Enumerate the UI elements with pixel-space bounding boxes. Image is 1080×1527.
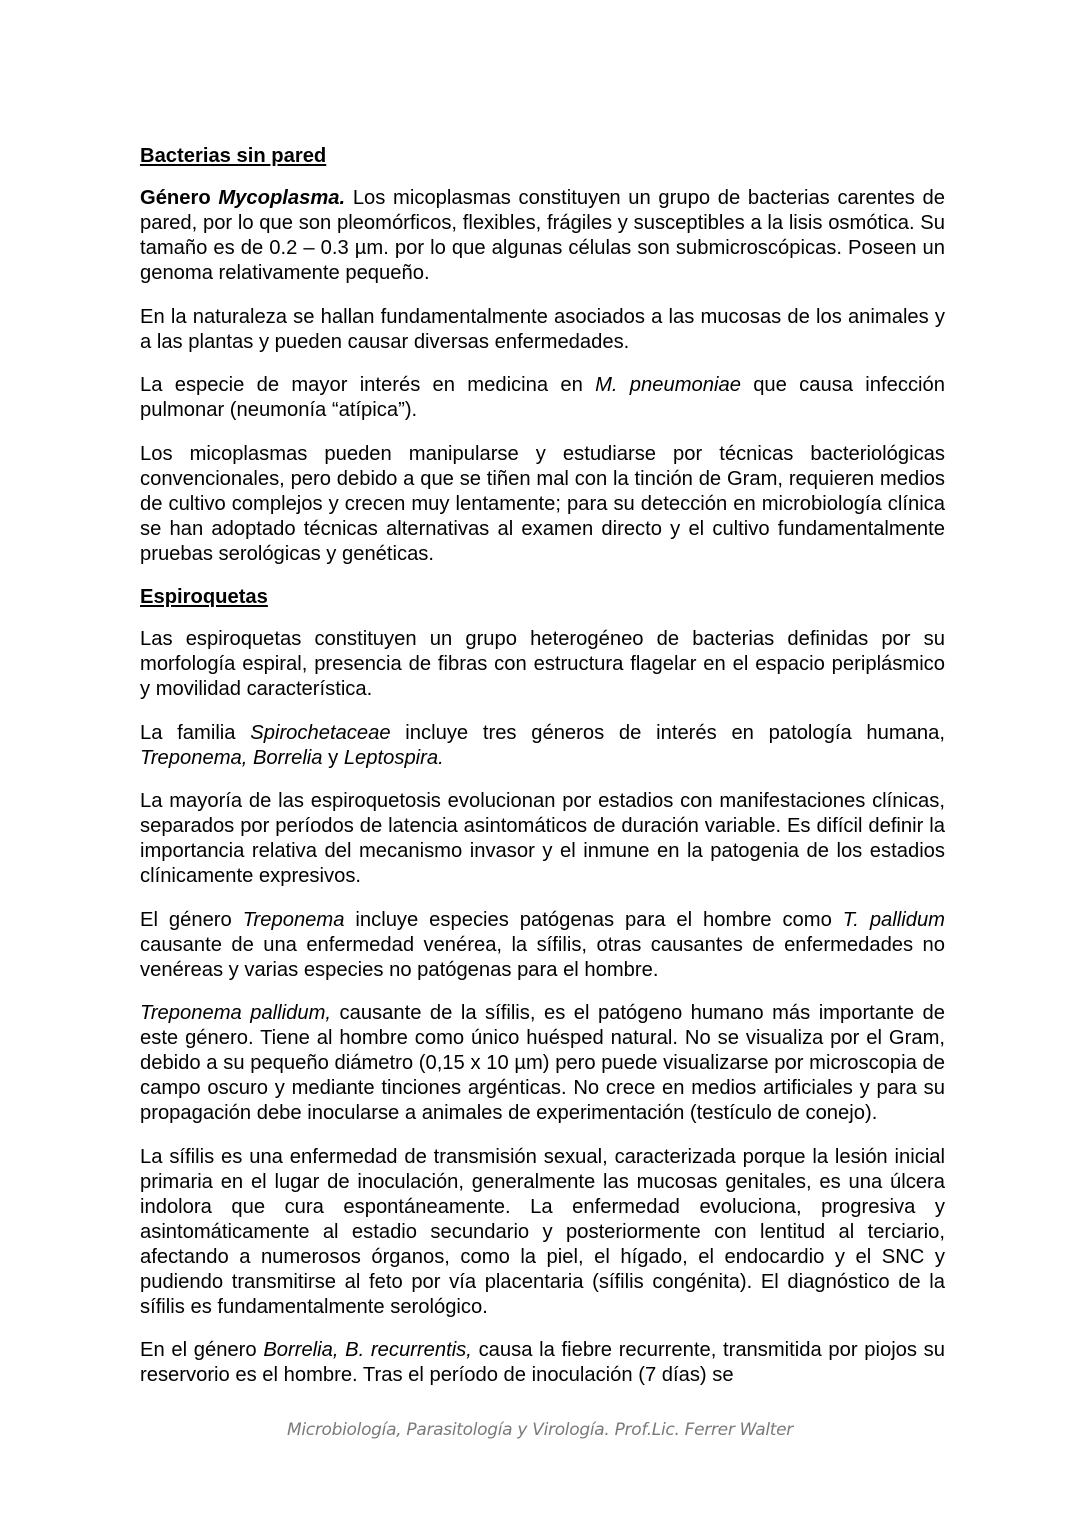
paragraph-spirochetaceae: La familia Spirochetaceae incluye tres géneros de interés en patología humana, Treponema, Borrelia y Leptospira. xyxy=(140,721,945,769)
heading-bacterias-sin-pared: Bacterias sin pared xyxy=(140,145,327,167)
genus-treponema: Treponema xyxy=(242,908,345,931)
genus-leptospira: Leptospira. xyxy=(343,746,444,769)
paragraph-sifilis: La sífilis es una enfermedad de transmisión sexual, caracterizada porque la lesión inicial primaria en el lugar de inoculación, generalmente las mucosas genitales, es una úlcera indolora que cura espontáneamente. La enfermedad evoluciona, progresiva y asintomáticamente al estadio secundario y posteriormente con lentitud al terciario, afectando a numerosos órganos, como la piel, el hígado, el endocardio y el SNC y pudiendo transmitirse al feto por vía placentaria (sífilis congénita). El diagnóstico de la sífilis es fundamentalmente serológico. xyxy=(140,1145,945,1318)
paragraph-treponema-genus: El género Treponema incluye especies patógenas para el hombre como T. pallidum causante de una enfermedad venérea, la sífilis, otras causantes de enfermedades no venéreas y varias especies no patógenas para el hombre. xyxy=(140,908,945,981)
genus-label: Género xyxy=(140,187,219,209)
paragraph-treponema-pallidum: Treponema pallidum, causante de la sífilis, es el patógeno humano más importante de este género. Tiene al hombre como único huésped natural. No se visualiza por el Gram, debido a su pequeño diámetro (0,15 x 10 µm) pero puede visualizarse por microscopia de campo oscuro y mediante tinciones argénticas. No crece en medios artificiales y para su propagación debe inocularse a animales de experimentación (testículo de conejo). xyxy=(140,1002,946,1124)
paragraph-mycoplasma-intro: Género Mycoplasma. Los micoplasmas constituyen un grupo de bacterias carentes de pared, por lo que son pleomórficos, flexibles, frágiles y susceptibles a la lisis osmótica. Su tamaño es de 0.2 – 0.3 µm. por lo que algunas células son submicroscópicas. Poseen un genoma relativamente pequeño. xyxy=(140,187,945,284)
paragraph-mycoplasma-species: La especie de mayor interés en medicina en M. pneumoniae que causa infección pulmonar (neumonía “atípica”). xyxy=(140,374,945,421)
species-m-pneumoniae: M. pneumoniae xyxy=(595,374,741,396)
species-treponema-pallidum: Treponema pallidum, xyxy=(140,1002,332,1024)
heading-espiroquetas: Espiroquetas xyxy=(140,586,268,608)
paragraph-mycoplasma-nature: En la naturaleza se hallan fundamentalmente asociados a las mucosas de los animales y a las plantas y pueden causar diversas enfermedades. xyxy=(140,305,945,353)
paragraph-borrelia: En el género Borrelia, B. recurrentis, causa la fiebre recurrente, transmitida por piojos su reservorio es el hombre. Tras el período de inoculación (7 días) se xyxy=(140,1339,945,1386)
document-body xyxy=(140,144,945,1407)
paragraph-espiroquetosis: La mayoría de las espiroquetosis evolucionan por estadios con manifestaciones clínicas, separados por períodos de latencia asintomáticos de duración variable. Es difícil definir la importancia relativa del mecanismo invasor y el inmune en la patogenia de los estadios clínicamente expresivos. xyxy=(140,790,945,887)
species-t-pallidum: T. pallidum xyxy=(842,908,945,931)
family-spirochetaceae: Spirochetaceae xyxy=(250,721,391,744)
genera-treponema-borrelia: Treponema, Borrelia xyxy=(140,746,323,769)
genus-name-mycoplasma: Mycoplasma. xyxy=(218,187,346,209)
paragraph-mycoplasma-techniques: Los micoplasmas pueden manipularse y estudiarse por técnicas bacteriológicas convencionales, pero debido a que se tiñen mal con la tinción de Gram, requieren medios de cultivo complejos y crecen muy lentamente; para su detección en microbiología clínica se han adoptado técnicas alternativas al examen directo y el cultivo fundamentalmente pruebas serológicas y genéticas. xyxy=(140,442,945,565)
page-footer: Microbiología, Parasitología y Virología. Prof.Lic. Ferrer Walter xyxy=(287,1420,793,1440)
species-b-recurrentis: Borrelia, B. recurrentis, xyxy=(263,1339,472,1361)
paragraph-espiroquetas-definition: Las espiroquetas constituyen un grupo heterogéneo de bacterias definidas por su morfología espiral, presencia de fibras con estructura flagelar en el espacio periplásmico y movilidad característica. xyxy=(140,628,945,700)
